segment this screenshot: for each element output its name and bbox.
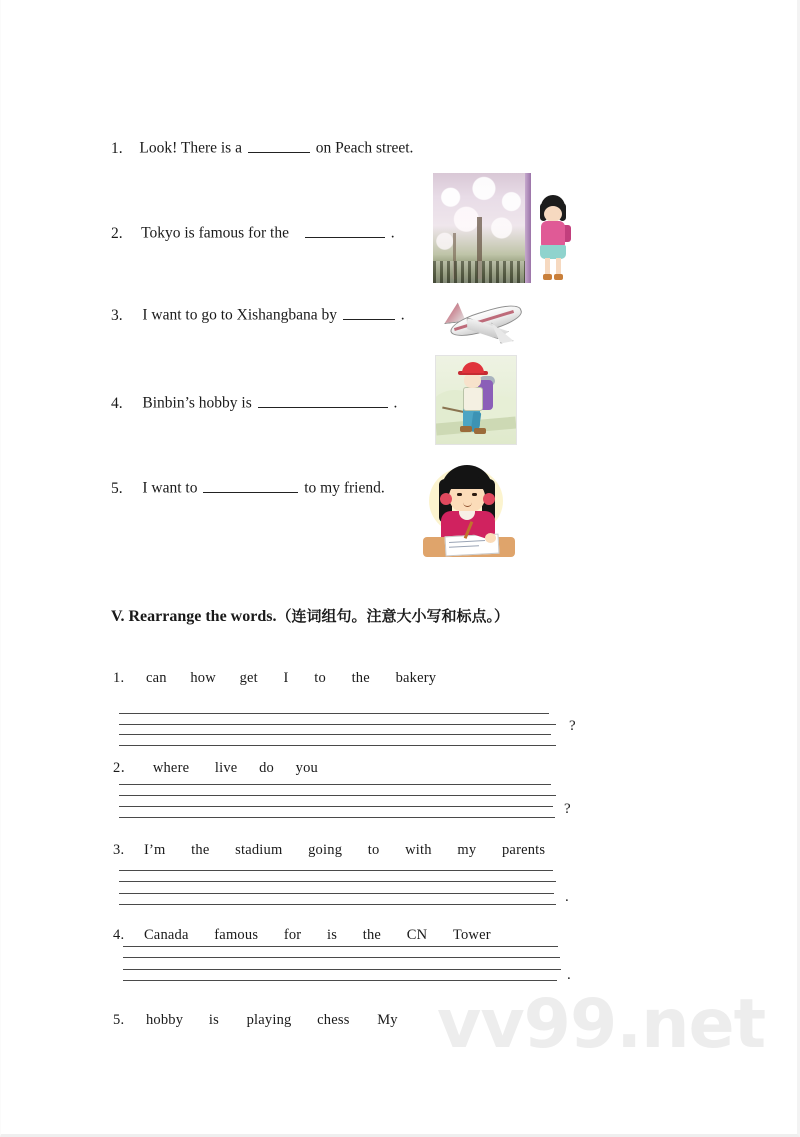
word: do xyxy=(259,760,274,776)
hair-clip-right xyxy=(483,493,495,505)
girl-figure xyxy=(533,195,573,283)
word: to xyxy=(367,842,380,858)
word: live xyxy=(214,760,238,776)
word: Tower xyxy=(452,927,491,943)
word: the xyxy=(191,842,210,858)
writing-lines-2[interactable] xyxy=(119,782,589,822)
end-punctuation: ? xyxy=(569,718,576,734)
end-punctuation: . xyxy=(567,967,571,983)
word: Canada xyxy=(143,927,189,943)
item-number: 5. xyxy=(111,479,123,497)
fill-in-item-4 xyxy=(111,393,397,413)
word: chess xyxy=(317,1012,350,1028)
answer-blank[interactable] xyxy=(248,138,310,153)
item-text-after: . xyxy=(390,224,395,242)
word: can xyxy=(145,670,167,686)
fill-in-item-3 xyxy=(111,305,405,325)
word: with xyxy=(405,842,432,858)
item-text-after: to my friend. xyxy=(304,479,385,497)
word: where xyxy=(152,760,190,776)
rearrange-item-1 xyxy=(113,670,436,687)
word: CN xyxy=(406,927,428,943)
item-number: 4. xyxy=(113,927,125,943)
scrambled-words-row xyxy=(113,756,318,777)
word: My xyxy=(377,1012,398,1028)
item-number: 3. xyxy=(111,306,123,324)
writing-lines-3[interactable] xyxy=(119,868,589,910)
cherry-blossom-photo xyxy=(433,173,531,283)
word: is xyxy=(208,1012,219,1028)
word: hobby xyxy=(145,1012,184,1028)
writing-lines-4[interactable] xyxy=(123,944,593,986)
end-punctuation: . xyxy=(565,889,569,905)
word: for xyxy=(283,927,302,943)
word: get xyxy=(239,670,258,686)
item-number: 1. xyxy=(111,139,123,157)
fill-in-item-2 xyxy=(111,223,395,243)
word: stadium xyxy=(235,842,283,858)
answer-blank[interactable] xyxy=(343,305,395,320)
section-heading-rearrange xyxy=(111,605,509,626)
word: how xyxy=(190,670,216,686)
airplane-illustration xyxy=(435,297,531,347)
answer-blank[interactable] xyxy=(258,393,388,408)
word: I’m xyxy=(143,842,166,858)
word: you xyxy=(295,760,319,776)
scrambled-words-row xyxy=(113,670,436,687)
item-number: 2． xyxy=(113,760,136,776)
word: the xyxy=(351,670,370,686)
word: my xyxy=(457,842,477,858)
girl-writing-illustration xyxy=(415,463,521,557)
item-text-before: Look! There is a xyxy=(139,139,242,157)
word: I xyxy=(283,670,289,686)
item-number: 2. xyxy=(111,224,123,242)
word: to xyxy=(314,670,326,686)
word: the xyxy=(362,927,382,943)
item-number: 1. xyxy=(113,670,125,686)
hiker-illustration xyxy=(435,355,517,445)
answer-blank[interactable] xyxy=(203,478,298,493)
fill-in-item-1 xyxy=(111,138,413,158)
site-watermark: vv99.net xyxy=(437,985,766,1064)
rearrange-item-3 xyxy=(113,842,545,859)
item-number: 3. xyxy=(113,842,125,858)
item-text-after: . xyxy=(393,394,398,412)
end-punctuation: ? xyxy=(564,801,571,817)
item-number: 4. xyxy=(111,394,123,412)
item-text-before: Binbin’s hobby is xyxy=(142,394,252,412)
red-cap xyxy=(462,362,484,373)
photo-edge-bar xyxy=(525,173,531,283)
item-text-before: I want to xyxy=(142,479,198,497)
hair-clip-left xyxy=(440,493,452,505)
item-number: 5. xyxy=(113,1012,125,1028)
rearrange-item-2 xyxy=(113,756,318,777)
fill-in-item-5 xyxy=(111,478,385,498)
answer-blank[interactable] xyxy=(305,223,385,238)
rearrange-item-5 xyxy=(113,1012,398,1029)
word: bakery xyxy=(395,670,437,686)
word: parents xyxy=(501,842,546,858)
writing-lines-1[interactable] xyxy=(119,710,589,748)
scrambled-words-row xyxy=(113,1012,398,1029)
scrambled-words-row xyxy=(113,927,491,944)
item-text-after: on Peach street. xyxy=(315,139,414,157)
crowd-of-people xyxy=(433,261,531,283)
section-label: V. Rearrange the words. xyxy=(111,608,277,625)
rearrange-item-4 xyxy=(113,927,491,944)
cherry-blossom-photo-with-girl xyxy=(433,173,573,283)
word: playing xyxy=(246,1012,292,1028)
word: is xyxy=(327,927,338,943)
item-text-after: . xyxy=(400,306,405,324)
item-text-before: I want to go to Xishangbana by xyxy=(142,306,337,324)
item-text-before: Tokyo is famous for the xyxy=(141,224,289,242)
section-chinese-note: （连词组句。注意大小写和标点。） xyxy=(276,607,509,625)
word: going xyxy=(308,842,343,858)
word: famous xyxy=(214,927,259,943)
scrambled-words-row xyxy=(113,842,545,859)
